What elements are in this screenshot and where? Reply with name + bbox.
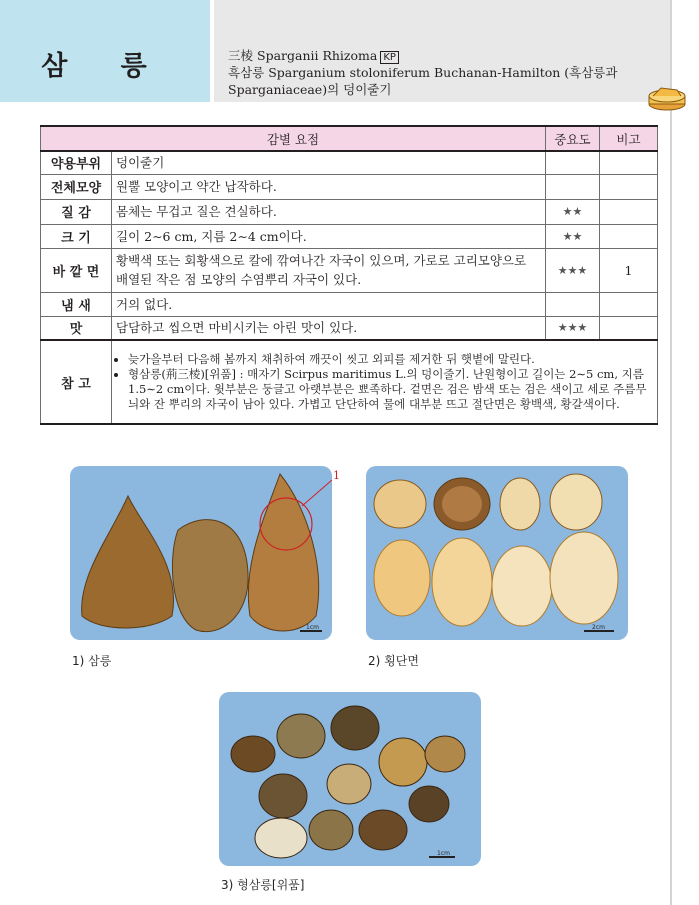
- scirpus-tuber-illustration: [219, 692, 481, 866]
- table-header-row: [41, 126, 658, 151]
- row-desc: 원뿔 모양이고 약간 납작하다.: [112, 174, 546, 199]
- row-note: [600, 316, 658, 340]
- cake-icon: [647, 84, 687, 112]
- row-label: 크 기: [41, 224, 112, 248]
- row-note: [600, 224, 658, 248]
- cross-section-illustration: [366, 466, 628, 640]
- table-row: [41, 248, 658, 292]
- row-note: [600, 151, 658, 174]
- row-importance: [546, 151, 600, 174]
- header-separator: [210, 0, 214, 102]
- reference-content: [112, 340, 658, 424]
- row-label: 맛: [41, 316, 112, 340]
- callout-number: 1: [333, 469, 340, 482]
- table-row: [41, 292, 658, 316]
- row-importance: [546, 174, 600, 199]
- scale-label: 2cm: [592, 624, 605, 631]
- row-desc: 덩이줄기: [112, 151, 546, 174]
- reference-row: [41, 340, 658, 424]
- rhizome-illustration: [70, 466, 332, 640]
- row-desc: 거의 없다.: [112, 292, 546, 316]
- row-note: [600, 292, 658, 316]
- col-importance-header: 중요도: [546, 126, 600, 151]
- row-label: 전체모양: [41, 174, 112, 199]
- row-note: [600, 199, 658, 224]
- header-line-2: 흑삼릉 Sparganium stoloniferum Buchanan-Hamilton (흑삼릉과: [228, 65, 618, 80]
- reference-item: • 늦가을부터 다음해 봄까지 채취하여 깨끗이 씻고 외피를 제거한 뒤 햇볕에 말린다.: [128, 352, 653, 367]
- reference-item: • 형삼릉(荊三棱)[위품] : 매자기 Scirpus maritimus L.의 덩이줄기. 난원형이고 길이는 2∼5 cm, 지름 1.5∼2 cm이다. 윗부분은 둥글고 아랫부분은 뾰족하다. 겉면은 검은 밤색 또는 검은 색이고 세로 주름무늬와 잔 뿌리의 자국이 남아 있다. 가볍고 단단하여 물에 대부분 뜨고 절단면은 황백색, 황갈색이다.: [128, 367, 653, 412]
- latin-name: Sparganii Rhizoma: [257, 48, 378, 63]
- row-note: [600, 174, 658, 199]
- photo-cross-section: [366, 466, 628, 640]
- identification-table: [40, 125, 658, 425]
- table-row: [41, 224, 658, 248]
- table-row: [41, 151, 658, 174]
- header-line-3: Sparganiaceae)의 덩이줄기: [228, 82, 392, 97]
- row-label: 바 깥 면: [41, 248, 112, 292]
- row-importance: ★★: [546, 199, 600, 224]
- reference-list: [116, 352, 653, 412]
- row-desc: 길이 2∼6 cm, 지름 2∼4 cm이다.: [112, 224, 546, 248]
- row-importance: ★★★: [546, 316, 600, 340]
- page-edge-bar: [670, 0, 672, 905]
- figure-caption: 1) 삼릉: [72, 654, 112, 668]
- row-label: 약용부위: [41, 151, 112, 174]
- figure-caption: 3) 형삼릉[위품]: [221, 878, 305, 892]
- header-line-1: [228, 46, 399, 64]
- kp-badge: KP: [380, 51, 399, 64]
- scale-label: 1cm: [306, 624, 319, 631]
- row-importance: ★★★: [546, 248, 600, 292]
- row-label: 냄 새: [41, 292, 112, 316]
- hanja-name: 三棱: [228, 48, 254, 63]
- photo-scirpus-tuber: [219, 692, 481, 866]
- row-desc: 담담하고 씹으면 마비시키는 아린 맛이 있다.: [112, 316, 546, 340]
- reference-label: 참 고: [41, 340, 112, 424]
- col-note-header: 비고: [600, 126, 658, 151]
- row-importance: ★★: [546, 224, 600, 248]
- row-desc: 몸체는 무겁고 질은 견실하다.: [112, 199, 546, 224]
- table-row: [41, 174, 658, 199]
- table-row: [41, 199, 658, 224]
- row-note: 1: [600, 248, 658, 292]
- photo-sparganii-rhizoma: [70, 466, 332, 640]
- row-desc: 황백색 또는 회황색으로 칼에 깎여나간 자국이 있으며, 가로로 고리모양으로 배열된 작은 점 모양의 수염뿌리 자국이 있다.: [112, 248, 546, 292]
- figure-caption: 2) 횡단면: [368, 654, 419, 668]
- page-title: 삼 릉: [41, 51, 169, 82]
- col-main-header: 감별 요점: [41, 126, 546, 151]
- scale-label: 1cm: [437, 850, 450, 857]
- title-box: [0, 0, 210, 102]
- row-label: 질 감: [41, 199, 112, 224]
- table-row: [41, 316, 658, 340]
- row-importance: [546, 292, 600, 316]
